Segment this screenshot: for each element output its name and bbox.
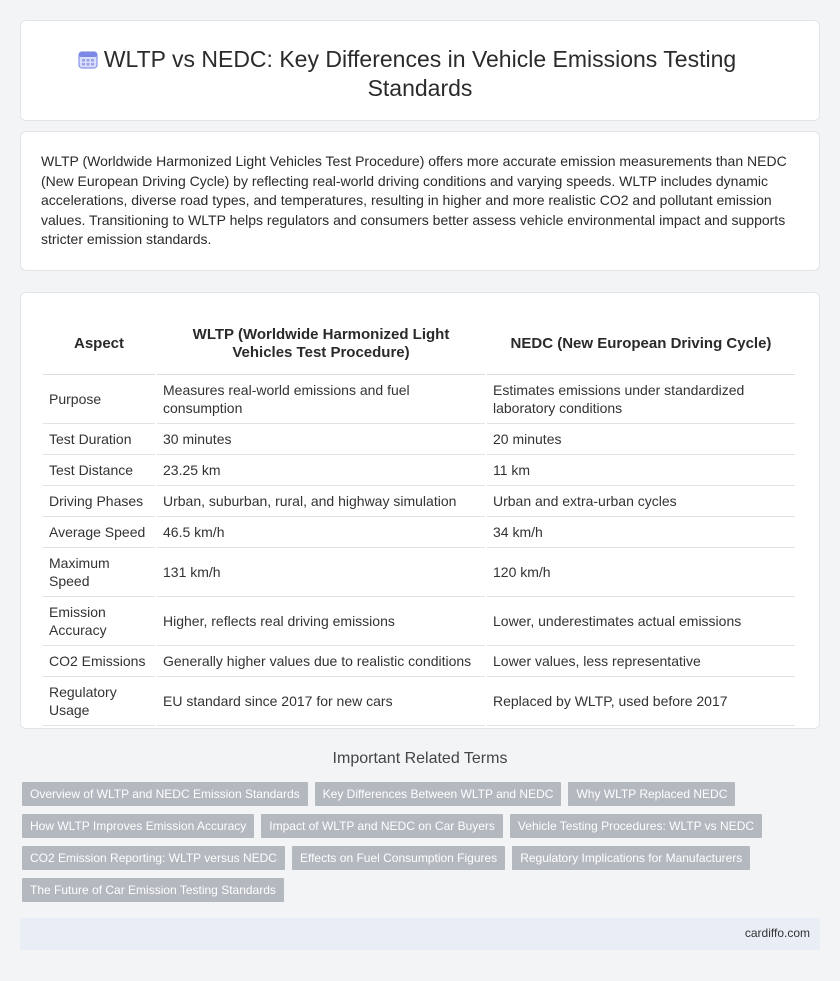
- nedc-cell: Lower values, less representative: [487, 646, 795, 677]
- intro-paragraph: WLTP (Worldwide Harmonized Light Vehicles Test Procedure) offers more accurate emission measurements than NEDC (New European Driving Cycle) by reflecting real-world driving conditions and varying speeds. WLTP includes dynamic accelerations, diverse road types, and temperatures, resulting in higher and more realistic CO2 and pollutant emission values. Transitioning to WLTP helps regulators and consumers better assess vehicle environmental impact and supports stricter emission standards.: [41, 153, 787, 247]
- aspect-cell: Regulatory Usage: [43, 677, 155, 726]
- comparison-table: [41, 313, 797, 726]
- related-term-tag[interactable]: Impact of WLTP and NEDC on Car Buyers: [261, 814, 503, 838]
- nedc-cell: 120 km/h: [487, 548, 795, 597]
- aspect-cell: Emission Accuracy: [43, 597, 155, 646]
- nedc-cell: Urban and extra-urban cycles: [487, 486, 795, 517]
- wltp-cell: 23.25 km: [157, 455, 485, 486]
- related-term-tag[interactable]: Regulatory Implications for Manufacturers: [512, 846, 750, 870]
- related-terms-heading: Important Related Terms: [332, 750, 508, 767]
- wltp-cell: 131 km/h: [157, 548, 485, 597]
- wltp-cell: Generally higher values due to realistic conditions: [157, 646, 485, 677]
- table-row: [43, 597, 795, 646]
- header-aspect: Aspect: [43, 313, 155, 375]
- page-title: WLTP vs NEDC: Key Differences in Vehicle Emissions Testing Standards: [103, 46, 737, 101]
- table-row: [43, 424, 795, 455]
- related-term-tag[interactable]: Key Differences Between WLTP and NEDC: [315, 782, 562, 806]
- aspect-cell: Driving Phases: [43, 486, 155, 517]
- related-term-tag[interactable]: Overview of WLTP and NEDC Emission Standards: [22, 782, 308, 806]
- nedc-cell: Replaced by WLTP, used before 2017: [487, 677, 795, 726]
- aspect-cell: CO2 Emissions: [43, 646, 155, 677]
- wltp-cell: EU standard since 2017 for new cars: [157, 677, 485, 726]
- wltp-cell: Urban, suburban, rural, and highway simulation: [157, 486, 485, 517]
- footer-site-link[interactable]: cardiffo.com: [744, 926, 810, 940]
- wltp-cell: Measures real-world emissions and fuel consumption: [157, 375, 485, 424]
- table-row: [43, 486, 795, 517]
- table-row: [43, 677, 795, 726]
- related-term-tag[interactable]: Vehicle Testing Procedures: WLTP vs NEDC: [510, 814, 762, 838]
- aspect-cell: Test Distance: [43, 455, 155, 486]
- table-row: [43, 517, 795, 548]
- header-wltp: WLTP (Worldwide Harmonized Light Vehicles Test Procedure): [157, 313, 485, 375]
- aspect-cell: Purpose: [43, 375, 155, 424]
- related-terms-list: [22, 782, 822, 902]
- table-row: [43, 646, 795, 677]
- comparison-table-card: [20, 292, 820, 729]
- related-term-tag[interactable]: Why WLTP Replaced NEDC: [568, 782, 735, 806]
- aspect-cell: Average Speed: [43, 517, 155, 548]
- title-card: [20, 20, 820, 121]
- footer: [20, 918, 820, 950]
- related-term-tag[interactable]: How WLTP Improves Emission Accuracy: [22, 814, 254, 838]
- header-nedc: NEDC (New European Driving Cycle): [487, 313, 795, 375]
- wltp-cell: 30 minutes: [157, 424, 485, 455]
- related-term-tag[interactable]: The Future of Car Emission Testing Standards: [22, 878, 284, 902]
- nedc-cell: 11 km: [487, 455, 795, 486]
- aspect-cell: Maximum Speed: [43, 548, 155, 597]
- aspect-cell: Test Duration: [43, 424, 155, 455]
- nedc-cell: Lower, underestimates actual emissions: [487, 597, 795, 646]
- intro-card: [20, 131, 820, 271]
- wltp-cell: 46.5 km/h: [157, 517, 485, 548]
- table-row: [43, 375, 795, 424]
- table-header-row: [43, 313, 795, 375]
- related-term-tag[interactable]: Effects on Fuel Consumption Figures: [292, 846, 505, 870]
- related-term-tag[interactable]: CO2 Emission Reporting: WLTP versus NEDC: [22, 846, 285, 870]
- wltp-cell: Higher, reflects real driving emissions: [157, 597, 485, 646]
- table-row: [43, 548, 795, 597]
- nedc-cell: 34 km/h: [487, 517, 795, 548]
- nedc-cell: Estimates emissions under standardized laboratory conditions: [487, 375, 795, 424]
- table-row: [43, 455, 795, 486]
- nedc-cell: 20 minutes: [487, 424, 795, 455]
